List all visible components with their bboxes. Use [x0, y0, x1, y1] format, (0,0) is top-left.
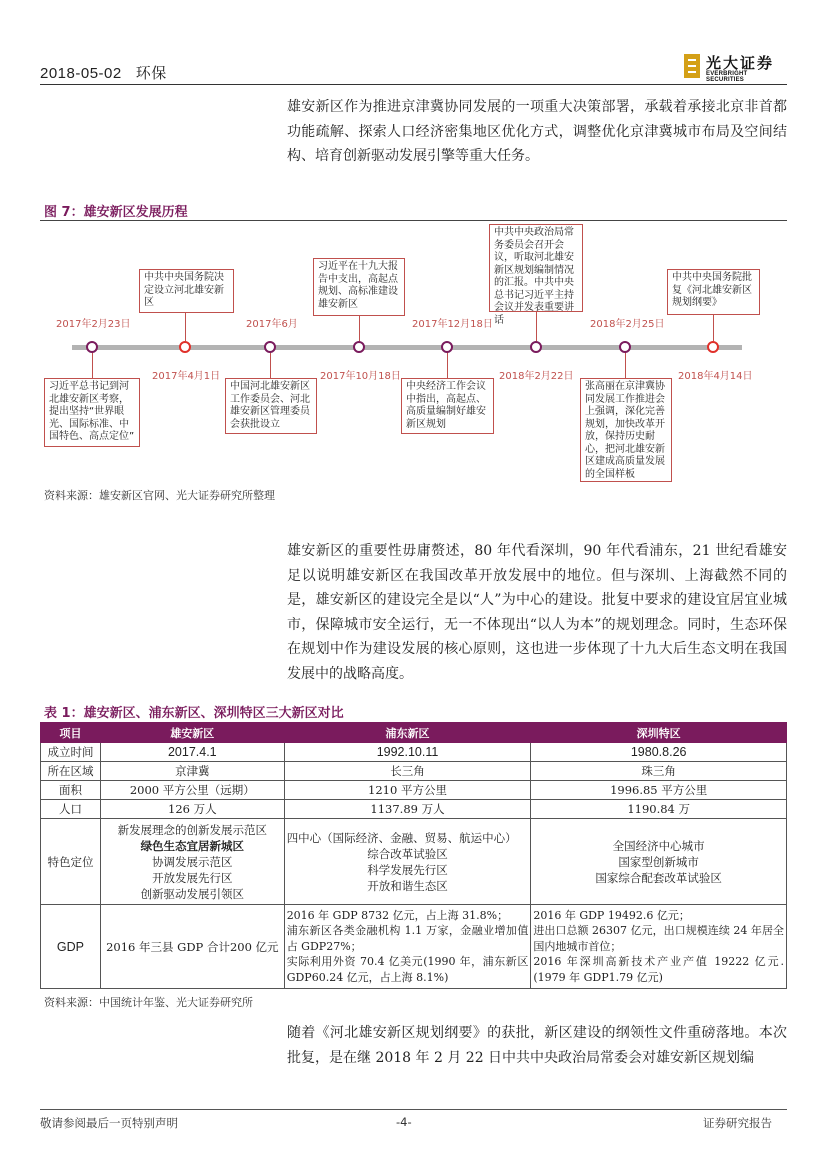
feature-item: 创新驱动发展引领区	[140, 886, 245, 901]
body-paragraph: 随着《河北雄安新区规划纲要》的获批，新区建设的纲领性文件重磅落地。本次批复，是在继 2018 年 2 月 22 日中共中央政治局常委会对雄安新区规划编	[287, 1025, 787, 1066]
table-cell: 京津冀	[100, 762, 284, 781]
feature-item: 开放发展先行区	[152, 870, 233, 885]
table-cell: 1996.85 平方公里	[531, 781, 787, 800]
timeline-axis	[72, 345, 742, 350]
table-cell: 2016 年三县 GDP 合计200 亿元	[100, 905, 284, 989]
event-box: 习近平在十九大报告中支出，高起点规划、高标准建设雄安新区	[313, 258, 405, 316]
table-cell: 126 万人	[100, 800, 284, 819]
footer-report-type: 证券研究报告	[703, 1116, 772, 1130]
event-box: 中共中央政治局常务委员会召开会议，听取河北雄安新区规划编制情况的汇报。中共中央总书记习近平主持会议并发表重要讲话	[489, 224, 583, 312]
feature-item: 新发展理念的创新发展示范区	[117, 822, 268, 837]
event-date: 2017年12月18日	[412, 319, 493, 330]
footer-divider	[40, 1109, 787, 1110]
table-cell: 1980.8.26	[531, 743, 787, 762]
table-header-cell: 雄安新区	[100, 723, 284, 743]
timeline-node	[441, 341, 453, 353]
feature-item: 协调发展示范区	[152, 854, 233, 869]
timeline-node	[264, 341, 276, 353]
timeline-node	[530, 341, 542, 353]
table-row	[41, 762, 787, 781]
logo-text-en: EVERBRIGHT SECURITIES	[706, 71, 748, 83]
feature-list-pudong	[284, 819, 531, 905]
row-label: 面积	[41, 781, 101, 800]
timeline-node	[86, 341, 98, 353]
gdp-line: 2016 年 GDP 19492.6 亿元；	[533, 908, 690, 922]
feature-item: 国家综合配套改革试验区	[595, 870, 722, 885]
table-row	[41, 743, 787, 762]
row-label: 特色定位	[41, 819, 101, 905]
event-connector	[447, 352, 448, 378]
table-header-cell: 浦东新区	[284, 723, 531, 743]
event-connector	[270, 352, 271, 378]
feature-item: 开放和谐生态区	[367, 878, 448, 893]
feature-item: 科学发展先行区	[367, 862, 448, 877]
feature-item: 全国经济中心城市	[612, 838, 705, 853]
table-cell: 2000 平方公里（远期）	[100, 781, 284, 800]
footer-disclaimer: 敬请参阅最后一页特别声明	[40, 1116, 178, 1130]
body-paragraph: 雄安新区的重要性毋庸赘述，80 年代看深圳，90 年代看浦东，21 世纪看雄安足以说明雄安新区在我国改革开放发展中的地位。但与深圳、上海截然不同的是，雄安新区的建设完全是以“人”为中心的建设。批复中要求的建设宜居宜业城市，保障城市安全运行，无一不体现出“以人为本”的规划理念。同时，生态环保在规划中作为建设发展的核心原则，这也进一步体现了十九大后生态文明在我国发展中的战略高度。	[287, 543, 787, 682]
comparison-table	[40, 722, 787, 989]
table-row	[41, 781, 787, 800]
gdp-cell-shenzhen	[531, 905, 787, 989]
event-date: 2017年6月	[246, 319, 298, 330]
table-row	[41, 800, 787, 819]
event-connector	[625, 352, 626, 378]
table-header-cell: 深圳特区	[531, 723, 787, 743]
feature-list-shenzhen	[531, 819, 787, 905]
figure-title: 图 7：雄安新区发展历程	[44, 205, 188, 220]
event-connector	[713, 315, 714, 341]
gdp-line: 浦东新区各类金融机构 1.1 万家，金融业增加值占 GDP27%；	[286, 924, 529, 953]
row-label: 人口	[41, 800, 101, 819]
timeline-node	[619, 341, 631, 353]
event-box: 张高丽在京津冀协同发展工作推进会上强调，深化完善规划，加快改革开放，保持历史耐心，把河北雄安新区建成高质量发展的全国样板	[580, 378, 672, 482]
event-box: 中共中央国务院批复《河北雄安新区规划纲要》	[667, 269, 760, 315]
event-box: 习近平总书记到河北雄安新区考察，提出坚持“世界眼光、国际标准、中国特色、高点定位”	[44, 378, 140, 447]
logo-text-cn: 光大证券	[706, 54, 775, 72]
gdp-line: 实际利用外资 70.4 亿美元(1990 年，浦东新区 GDP60.24 亿元，占上海 8.1%)	[286, 955, 529, 984]
row-label: GDP	[41, 905, 101, 989]
timeline-node	[353, 341, 365, 353]
event-connector	[185, 313, 186, 341]
event-box: 中国河北雄安新区工作委员会、河北雄安新区管理委员会获批设立	[225, 378, 317, 434]
table-header-row	[41, 723, 787, 743]
table-title: 表 1：雄安新区、浦东新区、深圳特区三大新区对比	[44, 706, 344, 721]
event-connector	[359, 316, 360, 341]
table-source: 资料来源：中国统计年鉴、光大证券研究所	[44, 996, 253, 1009]
row-label: 所在区域	[41, 762, 101, 781]
gdp-line: 2016 年深圳高新技术产业产值 19222 亿元.(1979 年 GDP1.79 亿元)	[533, 955, 784, 984]
feature-item: 绿色生态宜居新城区	[140, 838, 245, 853]
gdp-cell-pudong	[284, 905, 531, 989]
event-connector	[536, 312, 537, 341]
gdp-line: 进出口总额 26307 亿元，出口规模连续 24 年居全国内地城市首位；	[533, 924, 784, 953]
table-cell: 1190.84 万	[531, 800, 787, 819]
table-cell: 1210 平方公里	[284, 781, 531, 800]
table-cell: 1992.10.11	[284, 743, 531, 762]
timeline-node	[707, 341, 719, 353]
sector-label: 环保	[135, 65, 167, 82]
table-cell: 珠三角	[531, 762, 787, 781]
table-cell: 长三角	[284, 762, 531, 781]
event-date: 2018年2月25日	[590, 319, 665, 330]
feature-item: 四中心（国际经济、金融、贸易、航运中心）	[286, 830, 517, 845]
report-date: 2018-05-02	[40, 65, 122, 82]
table-cell: 2017.4.1	[100, 743, 284, 762]
gdp-line: 2016 年 GDP 8732 亿元，占上海 31.8%；	[286, 908, 509, 922]
table-row	[41, 819, 787, 905]
table-cell: 1137.89 万人	[284, 800, 531, 819]
timeline	[0, 0, 827, 500]
row-label: 成立时间	[41, 743, 101, 762]
event-connector	[92, 352, 93, 378]
feature-item: 国家型创新城市	[618, 854, 699, 869]
feature-item: 综合改革试验区	[367, 846, 448, 861]
intro-paragraph: 雄安新区作为推进京津冀协同发展的一项重大决策部署，承载着承接北京非首都功能疏解、探索人口经济密集地区优化方式，调整优化京津冀城市布局及空间结构、培育创新驱动发展引擎等重大任务。	[287, 99, 787, 164]
timeline-node	[179, 341, 191, 353]
page-number: -4-	[396, 1115, 412, 1129]
event-date: 2018年2月22日	[499, 371, 574, 382]
event-date: 2017年2月23日	[56, 319, 131, 330]
event-date: 2017年10月18日	[320, 371, 401, 382]
table-row	[41, 905, 787, 989]
figure-source: 资料来源：雄安新区官网、光大证券研究所整理	[44, 489, 275, 502]
event-box: 中央经济工作会议中指出，高起点、高质量编制好雄安新区规划	[401, 378, 494, 434]
event-box: 中共中央国务院决定设立河北雄安新区	[139, 269, 234, 313]
event-date: 2017年4月1日	[152, 371, 221, 382]
feature-list-xiongan	[100, 819, 284, 905]
event-date: 2018年4月14日	[678, 371, 753, 382]
table-header-cell: 项目	[41, 723, 101, 743]
